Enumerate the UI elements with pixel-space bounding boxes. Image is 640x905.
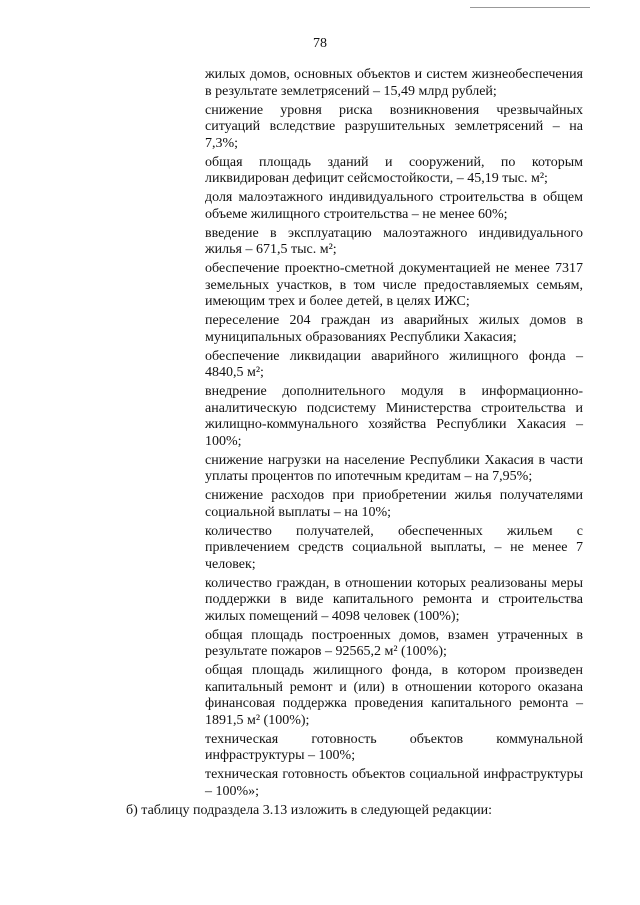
indicator-list bbox=[205, 67, 583, 803]
list-item: обеспечение проектно-сметной документацией не менее 7317 земельных участков, в том числе предоставляемых семьям, имеющим трех и более детей, в целях ИЖС; bbox=[205, 261, 583, 309]
top-rule bbox=[470, 7, 590, 8]
list-item: снижение уровня риска возникновения чрезвычайных ситуаций вследствие разрушительных землетрясений – на 7,3%; bbox=[205, 102, 583, 151]
list-item: переселение 204 граждан из аварийных жилых домов в муниципальных образованиях Республики Хакасия; bbox=[205, 313, 583, 345]
page-number: 78 bbox=[313, 36, 327, 51]
list-item: техническая готовность объектов коммунальной инфраструктуры – 100%; bbox=[205, 731, 583, 763]
list-item: доля малоэтажного индивидуального строительства в общем объеме жилищного строительства – не менее 60%; bbox=[205, 190, 583, 222]
list-item: обеспечение ликвидации аварийного жилищного фонда – 4840,5 м²; bbox=[205, 348, 583, 380]
list-item: снижение расходов при приобретении жилья получателями социальной выплаты – на 10%; bbox=[205, 488, 583, 520]
list-item: общая площадь построенных домов, взамен утраченных в результате пожаров – 92565,2 м² (100%); bbox=[205, 627, 583, 659]
list-item: техническая готовность объектов социальной инфраструктуры – 100%»; bbox=[205, 767, 583, 799]
list-item: снижение нагрузки на население Республики Хакасия в части уплаты процентов по ипотечным кредитам – на 7,95%; bbox=[205, 452, 583, 484]
list-item: количество получателей, обеспеченных жильем с привлечением средств социальной выплаты, – не менее 7 человек; bbox=[205, 523, 583, 572]
list-item: жилых домов, основных объектов и систем жизнеобеспечения в результате землетрясений – 15,49 млрд рублей; bbox=[205, 67, 583, 99]
list-item: общая площадь зданий и сооружений, по которым ликвидирован дефицит сейсмостойкости, – 45,19 тыс. м²; bbox=[205, 154, 583, 186]
list-item: общая площадь жилищного фонда, в котором произведен капитальный ремонт и (или) в отношении которого оказана финансовая поддержка проведения капитального ремонта – 1891,5 м² (100%); bbox=[205, 663, 583, 728]
list-item: внедрение дополнительного модуля в информационно-аналитическую подсистему Министерства строительства и жилищно-коммунального хозяйства Республики Хакасия – 100%; bbox=[205, 384, 583, 449]
list-item: введение в эксплуатацию малоэтажного индивидуального жилья – 671,5 тыс. м²; bbox=[205, 225, 583, 257]
closing-paragraph: б) таблицу подраздела 3.13 изложить в следующей редакции: bbox=[126, 803, 493, 818]
list-item: количество граждан, в отношении которых реализованы меры поддержки в виде капитального ремонта и строительства жилых помещений – 4098 человек (100%); bbox=[205, 575, 583, 624]
